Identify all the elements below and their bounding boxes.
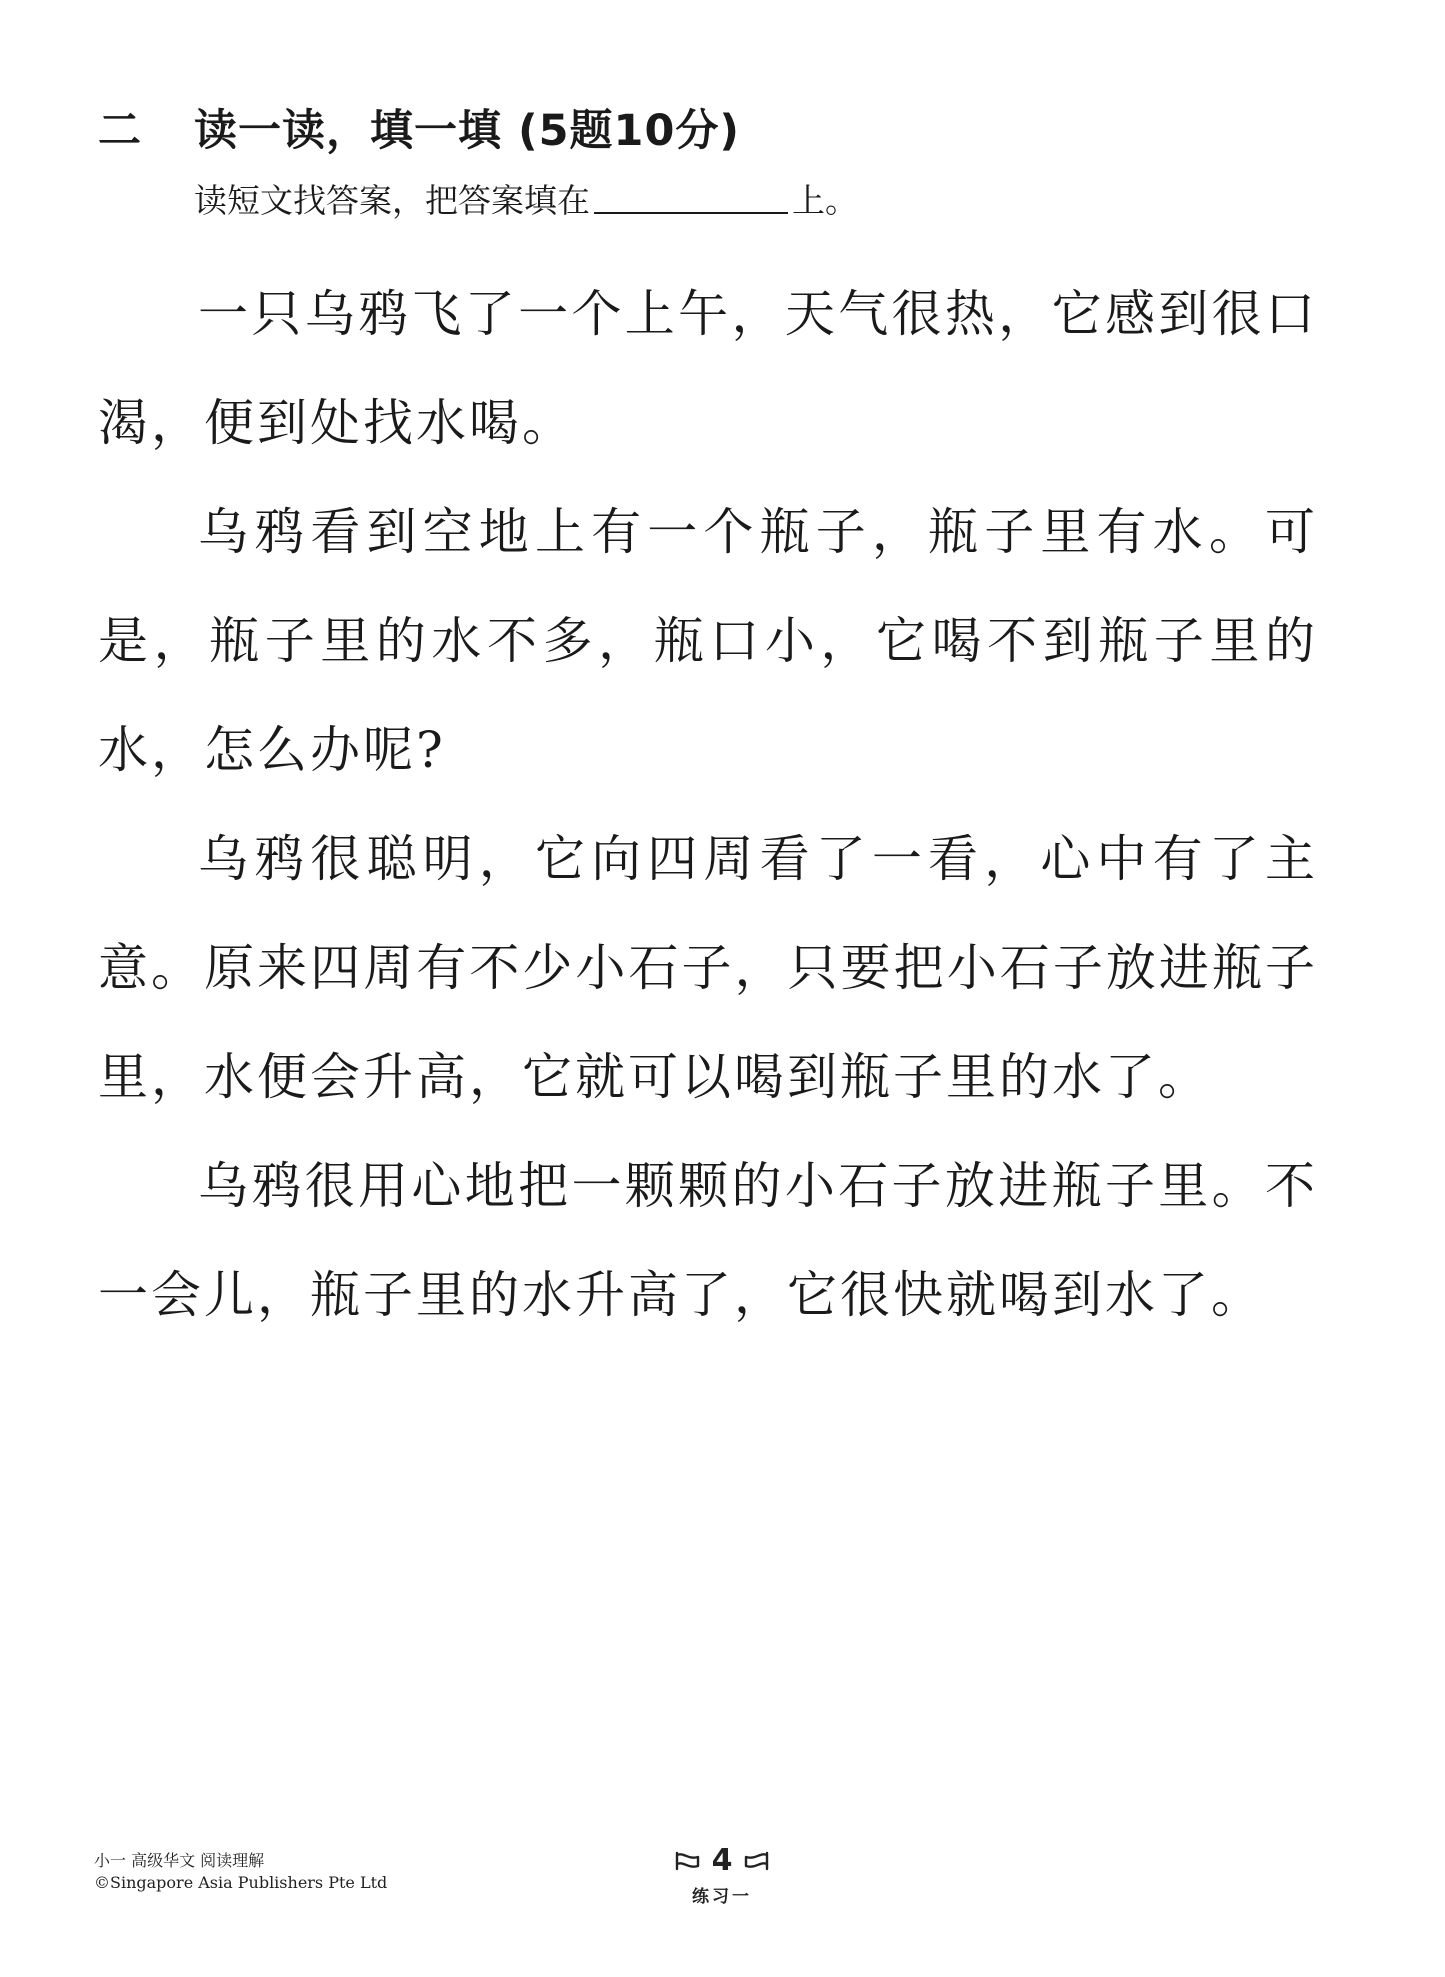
instruction-text: 读短文找答案，把答案填在: [194, 181, 590, 220]
reading-passage: [98, 260, 1318, 1350]
passage-paragraph-1: 一只乌鸦飞了一个上午，天气很热，它感到很口渴，便到处找水喝。: [98, 285, 1318, 452]
copyright: ©Singapore Asia Publishers Pte Ltd: [94, 1873, 388, 1892]
instruction: [194, 168, 858, 222]
passage-paragraph-2: 乌鸦看到空地上有一个瓶子，瓶子里有水。可是，瓶子里的水不多，瓶口小，它喝不到瓶子里的水，怎么办呢?: [98, 503, 1318, 779]
page-number: 4: [711, 1843, 733, 1878]
book-title: 小一 高级华文 阅读理解: [94, 1851, 265, 1870]
section-number: 二: [98, 105, 142, 156]
section-heading: [98, 92, 740, 162]
instruction-text-end: 上。: [792, 181, 858, 220]
flag-right-icon: [736, 1850, 770, 1872]
passage-paragraph-4: 乌鸦很用心地把一颗颗的小石子放进瓶子里。不一会儿，瓶子里的水升高了，它很快就喝到水了。: [98, 1157, 1318, 1324]
passage-paragraph-3: 乌鸦很聪明，它向四周看了一看，心中有了主意。原来四周有不少小石子，只要把小石子放进瓶子里，水便会升高，它就可以喝到瓶子里的水了。: [98, 830, 1318, 1106]
answer-blank-line: [594, 212, 788, 214]
footer-book-info: [94, 1850, 387, 1894]
flag-left-icon: [674, 1850, 708, 1872]
section-title: 读一读，填一填 (5题10分): [194, 105, 741, 156]
exercise-label: 练习一: [692, 1887, 752, 1907]
footer-page: [622, 1844, 822, 1907]
